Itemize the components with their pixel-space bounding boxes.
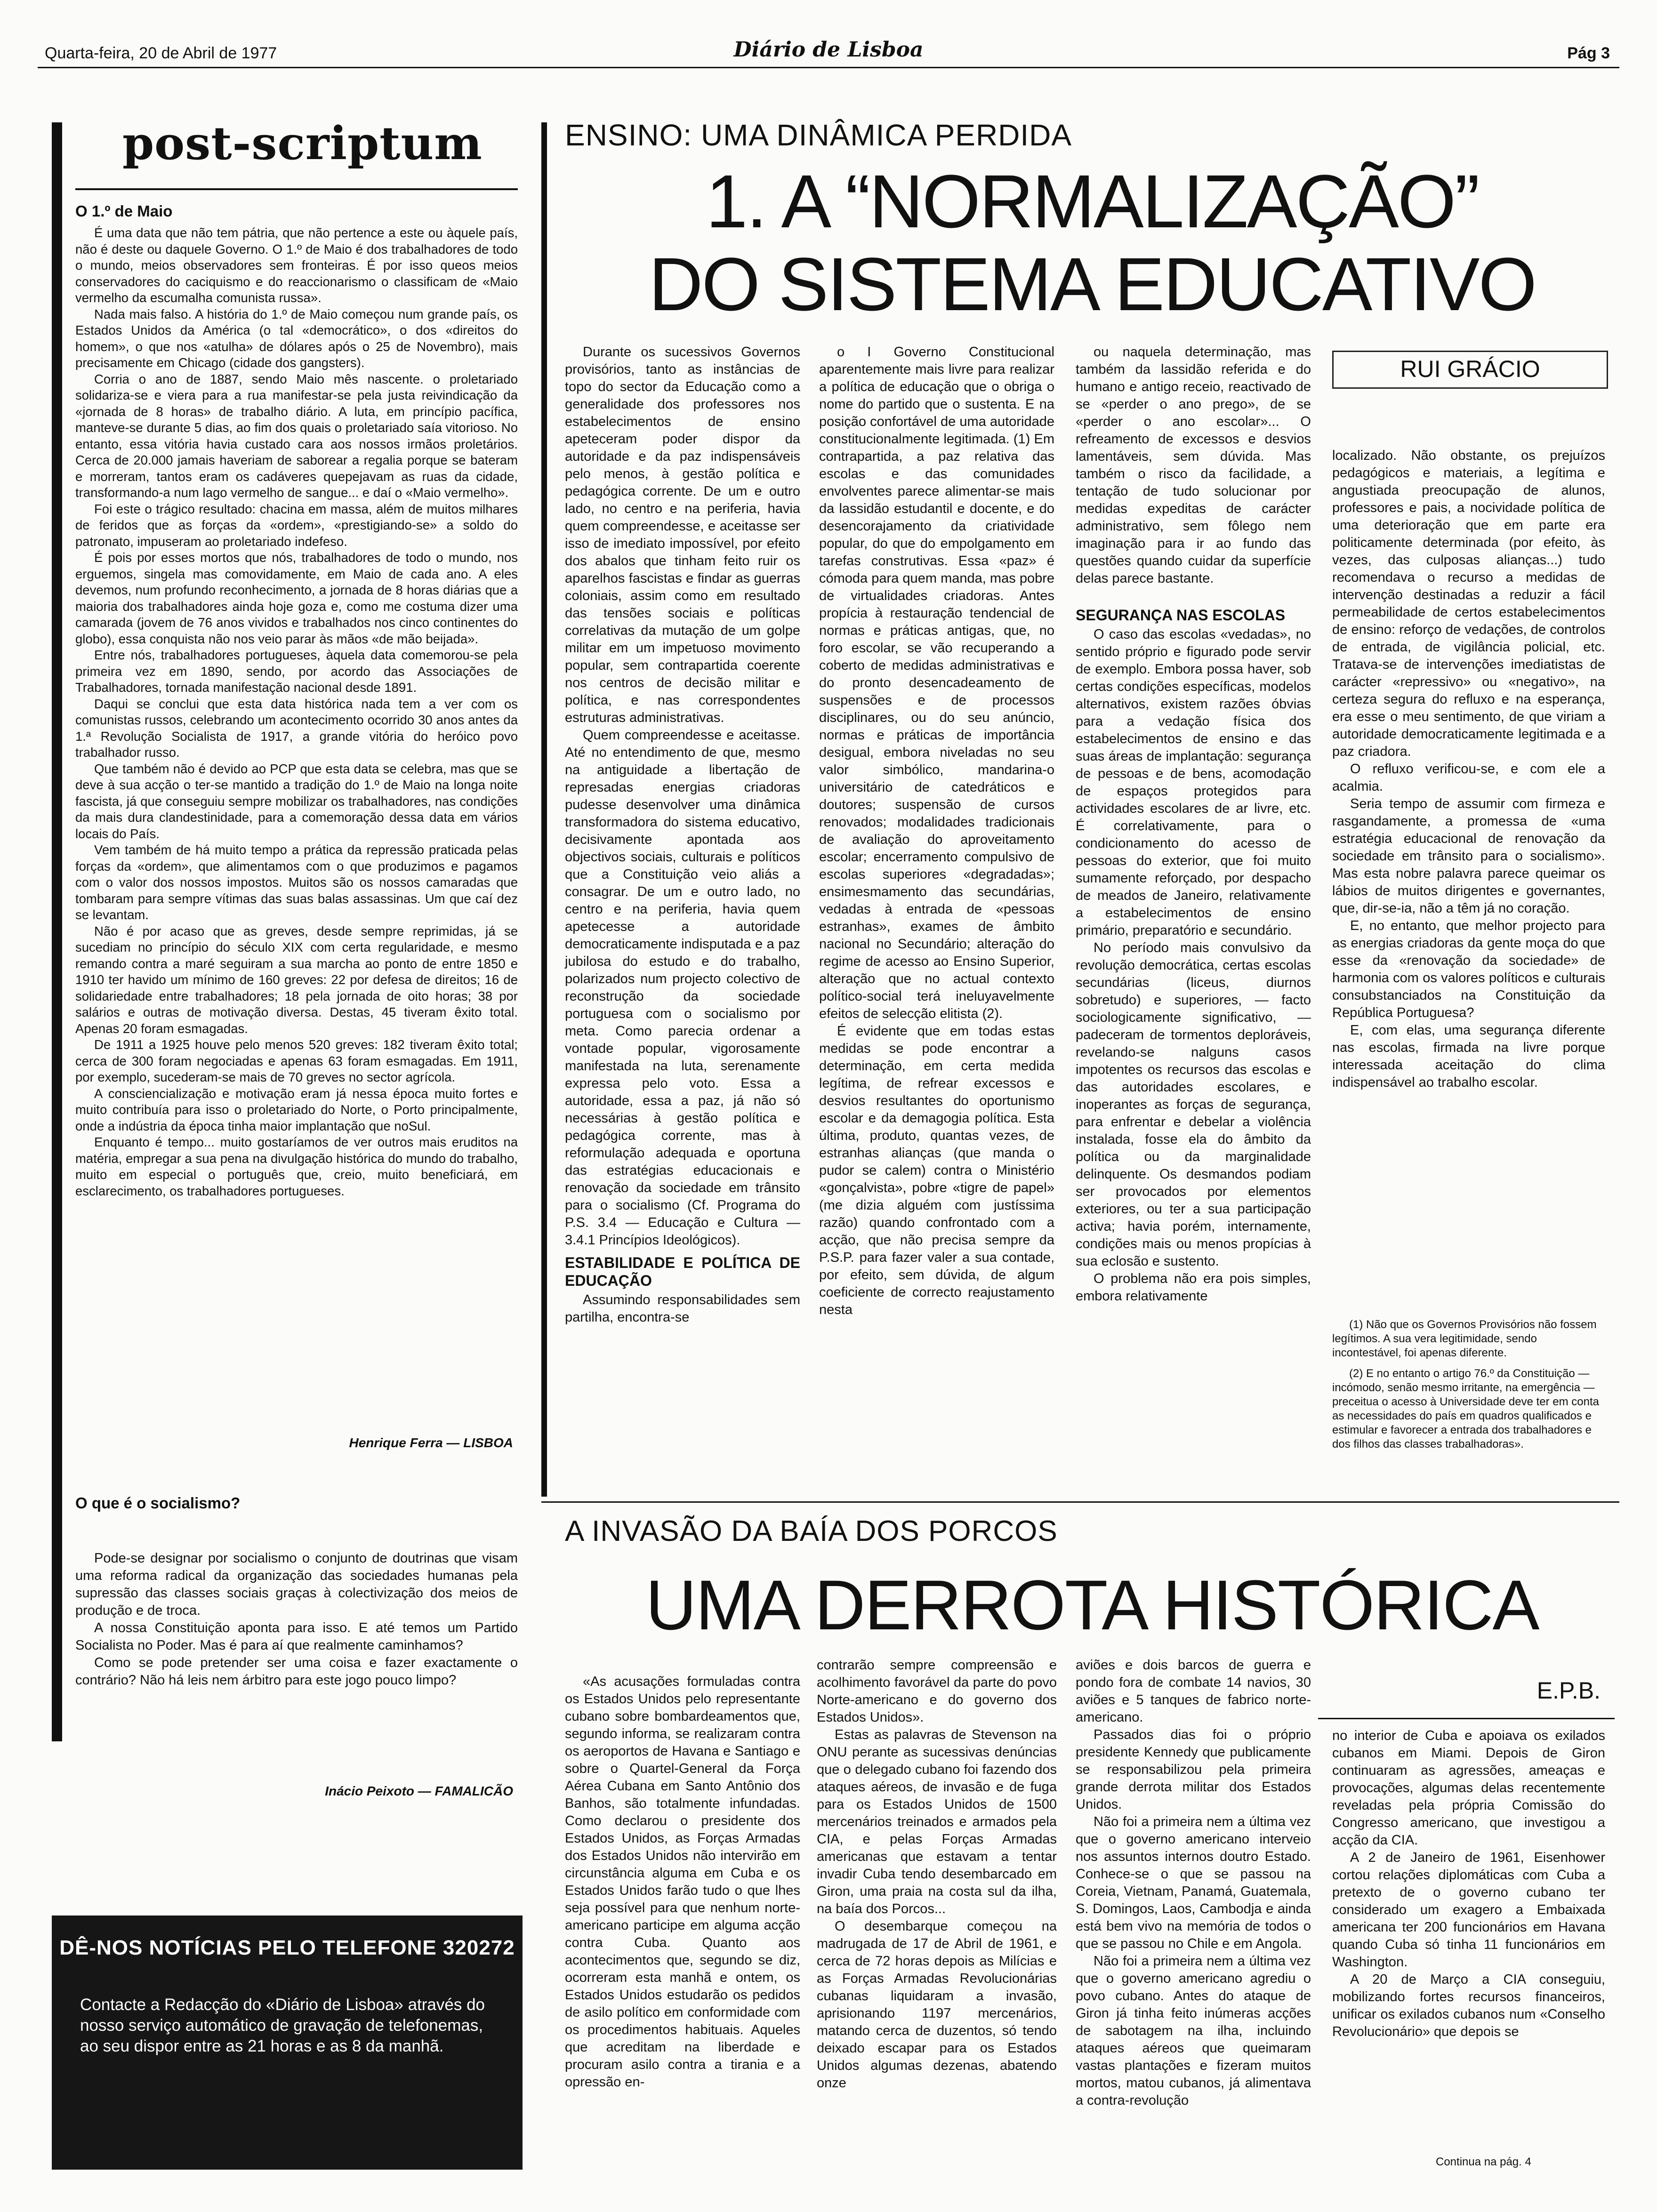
ps-side-bar: [52, 122, 62, 1741]
article1-para: Seria tempo de assumir com firmeza e rasgandamente, a promessa de «uma estratégia educacional de renovação da sociedade em trânsito para o socialismo». Mas esta nobre palavra parece queimar os lábios de muitos dirigentes e governantes, que, dir-se-ia, não a têm já no coração.: [1332, 796, 1605, 916]
article1-para: Quem compreendesse e aceitasse. Até no entendimento de que, mesmo na antiguidade a libertação de represadas energias criadoras pudesse desenvolver uma dinâmica transformadora do sistema educativo, decisivamente apontada aos objectivos sociais, culturais e políticos que a Constituição veio aliás a consagrar. De um e outro lado, no centro e na periferia, havia quem apetecesse a autoridade democraticamente indisputada e a paz jubilosa do estudo e do trabalho, polarizados num projecto colectivo de reconstrução da sociedade portuguesa com o socialismo por meta. Como parecia ordenar a vontade popular, vigorosamente manifestada na luta, serenamente expressa pelo voto. Essa a autoridade, essa a paz, já não só necessárias à gestão política e pedagógica corrente, mas à reformulação adequada e oportuna das estratégias educacionais e renovação da sociedade em trânsito para o socialismo (Cf. Programa do P.S. 3.4 — Educação e Cultura — 3.4.1 Princípios Ideológicos).: [565, 728, 800, 1248]
ps-para: É uma data que não tem pátria, que não pertence a este ou àquele país, não é deste ou daquele Governo. O 1.º de Maio é dos trabalhadores de todo o mundo, meios observadores sem fronteiras. É por isso queos meios conservadores do caciquismo e do reaccionarismo o classificam de «Maio vermelho da escumalha comunista russa».: [75, 225, 518, 305]
section-divider: [541, 1501, 1619, 1503]
ps-body-2: [75, 1550, 518, 1689]
ps-para: Que também não é devido ao PCP que esta data se celebra, mas que se deve à sua acção o ter-se mantido a tradição do 1.º de Maio na longa noite fascista, já que conseguiu sempre mobilizar os trabalhadores, nas condições da mais dura clandestinidade, para a comemoração dessa data em vários locais do País.: [75, 761, 518, 841]
article2-col3: [1076, 1657, 1311, 2109]
article1-para: E, com elas, uma segurança diferente nas escolas, firmada na livre porque interessada aceitação do clima indispensável ao trabalho escolar.: [1332, 1023, 1605, 1090]
header-rule: [38, 67, 1619, 68]
article2-para: A 20 de Março a CIA conseguiu, mobilizando fortes recursos financeiros, unificar os exilados cubanos num «Conselho Revolucionário» que depois se: [1332, 1972, 1605, 2039]
ps-signature-2: Inácio Peixoto — FAMALICÃO: [325, 1784, 513, 1798]
masthead: Diário de Lisboa: [733, 38, 924, 62]
article1-subheading: SEGURANÇA NAS ESCOLAS: [1076, 607, 1286, 624]
article1-para: ou naquela determinação, mas também da lassidão referida e do humano e antigo receio, reactivado de se «perder o ano prego», de se «perder o ano escolar»... O refreamento de excessos e desvios lamentáveis, sem dúvida. Mas também o risco da facilidade, a tentação de tudo solucionar por medidas expeditas de carácter administrativo, sem fôlego nem imaginação para ir ao fundo das questões quando cuidar da superfície delas parece bastante.: [1076, 345, 1311, 586]
article1-footnotes: [1332, 1318, 1605, 1458]
continued-note: Continua na pág. 4: [1436, 2156, 1531, 2168]
ps-section-2: [75, 1494, 518, 1689]
article2-para: O desembarque começou na madrugada de 17 de Abril de 1961, e cerca de 72 horas depois as Milícias e as Forças Armadas Revolucionárias cubanas liquidaram a invasão, aprisionando 1197 mercenários, matando cerca de duzentos, só tendo deixado escapar para os Estados Unidos algumas dezenas, abatendo onze: [817, 1919, 1057, 2091]
phone-ad-box: [52, 1915, 523, 2170]
article1-para: o I Governo Constitucional aparentemente mais livre para realizar a política de educação que o obriga o nome do partido que o sustenta. E na posição confortável de uma autoridade constitucionalmente legitimada. (1) Em contrapartida, a paz relativa das escolas e das comunidades envolventes parece alimentar-se mais da lassidão estudantil e docente, e do desencorajamento da criatividade popular, do que do empolgamento em tarefas construtivas. Essa «paz» é cómoda para quem manda, mas pobre de virtualidades criadoras. Antes propícia à restauração tendencial de normas e práticas antigas, que, no foro escolar, se vão recuperando a coberto de medidas administrativas e do pronto desencadeamento de suspensões e de processos disciplinares, ou do seu anúncio, normas e práticas de importância desigual, embora niveladas no seu valor simbólico, mandarina-o universitário de catedráticos e doutores; suspensão de cursos renovados; modalidades tradicionais de avaliação do aproveitamento escolar; encerramento compulsivo de escolas superiores «degradadas»; ensimesmamento das secundárias, vedadas à entrada de «pessoas estranhas», exames de âmbito nacional no Secundário; alteração do regime de acesso ao Ensino Superior, alteração que no actual contexto político-social terá ineluyavelmente efeitos de selecção elitista (2).: [819, 345, 1054, 1021]
article1-subheading: ESTABILIDADE E POLÍTICA DE EDUCAÇÃO: [565, 1254, 800, 1289]
footnote: (1) Não que os Governos Provisórios não fossem legítimos. A sua vera legitimidade, sendo incontestável, foi apenas diferente.: [1332, 1318, 1597, 1359]
ps-heading-2: O que é o socialismo?: [75, 1494, 241, 1512]
article2-headline: UMA DERROTA HISTÓRICA: [645, 1565, 1539, 1644]
ps-para: Pode-se designar por socialismo o conjunto de doutrinas que visam uma reforma radical da organização das sociedades humanas pela supressão das classes sociais graças à colectivização dos meios de produção e de troca.: [75, 1551, 518, 1618]
article2-para: Não foi a primeira nem a última vez que o governo americano interveio nos assuntos internos doutro Estado. Conhece-se o que se passou na Coreia, Vietnam, Panamá, Guatemala, S. Domingos, Laos, Cambodja e ainda está bem vivo na memória de todos o que se passou no Chile e em Angola.: [1076, 1814, 1311, 1951]
article1-col4: [1332, 447, 1605, 1091]
ps-para: Vem também de há muito tempo a prática da repressão praticada pelas forças da «ordem», que alimentamos com o que produzimos e pagamos com o valor dos nossos impostos. Muitos são os nossos camaradas que tombaram para sempre vítimas das suas balas assassinas. Um que caí dez se levantam.: [75, 842, 518, 922]
phone-ad-text: Contacte a Redacção do «Diário de Lisboa» através do nosso serviço automático de gravação de telefonemas, ao seu dispor entre as 21 horas e as 8 da manhã.: [80, 1996, 485, 2055]
article1-para: O problema não era pois simples, embora relativamente: [1076, 1271, 1311, 1304]
ps-para: A consciencialização e motivação eram já nessa época muito fortes e muito contribuía para isso o proletariado do Norte, o Porto principalmente, onde a indústria da época tinha maior implantação que noSul.: [75, 1086, 518, 1133]
article1-para: O refluxo verificou-se, e com ele a acalmia.: [1332, 761, 1605, 794]
ps-title: post-scriptum: [122, 117, 483, 170]
article1-para: É evidente que em todas estas medidas se pode encontrar a determinação, em certa medida legítima, de refrear excessos e desvios resultantes do oportunismo escolar e da demagogia política. Esta última, produto, quantas vezes, de estranhas alianças (que manda o pudor se calem) contra o Ministério «gonçalvista», pobre «tigre de papel» (me dizia alguém com justíssima razão) quando confrontado com a acção, que não precisa sempre da P.S.P. para fazer valer a sua contade, por efeito, sem dúvida, de algum coeficiente de correcto reajustamento nesta: [819, 1024, 1054, 1317]
article1-byline: RUI GRÁCIO: [1332, 351, 1608, 389]
article2-col4: [1332, 1727, 1605, 2041]
ps-heading-1: O 1.º de Maio: [75, 202, 173, 220]
article2-para: contrarão sempre compreensão e acolhimento favorável da parte do povo Norte-americano e do governo dos Estados Unidos».: [817, 1658, 1057, 1725]
page-number: Pág 3: [1567, 44, 1610, 62]
article2-col2: [817, 1657, 1057, 2092]
article1-headline-line1: 1. A “NORMALIZAÇÃO”: [706, 159, 1479, 243]
article1-para: localizado. Não obstante, os prejuízos pedagógicos e materiais, a legítima e angustiada preocupação de alunos, professores e pais, a nocividade política de uma deterioração que em parte era politicamente determinada (por efeito, às vezes, das culposas alianças...) tudo recomendava o recurso a medidas de intervenção destinadas a reduzir a fácil permeabilidade de certos estabelecimentos de ensino: reforço de vedações, de controlos de entrada, de vigilância policial, etc. Tratava-se de intervenções imediatistas de carácter «repressivo» ou «negativo», na certeza segura do refluxo e na esperança, era esse o meu sentimento, de que viriam a autoridade democraticamente legitimada e a paz criadora.: [1332, 448, 1605, 759]
ps-para: Não é por acaso que as greves, desde sempre reprimidas, já se sucediam no princípio do século XIX com certa regularidade, e mesmo remando contra a maré seguiram a sua marcha ao ponto de entre 1850 e 1910 ter havido um mínimo de 160 greves: 22 por defesa de direitos; 16 de solidariedade entre trabalhadores; 18 pela jornada de oito horas; 38 por salários e outras de motivação diversa. Destas, 45 tiveram êxito total. Apenas 20 foram esmagadas.: [75, 923, 518, 1036]
article1-col1: [565, 344, 800, 1326]
ps-para: Enquanto é tempo... muito gostaríamos de ver outros mais eruditos na matéria, empregar a sua pena na divulgação histórica do mundo do trabalho, muito em especial o português que, creio, muito beneficiará, em esclarecimento, os trabalhadores portugueses.: [75, 1135, 518, 1198]
article1-side-bar: [541, 122, 547, 1497]
ps-section-1: [75, 202, 518, 1199]
ps-signature-1: Henrique Ferra — LISBOA: [349, 1435, 513, 1450]
article1-kicker: ENSINO: UMA DINÂMICA PERDIDA: [565, 118, 1072, 152]
article2-col1: [565, 1673, 800, 2091]
article2-para: «As acusações formuladas contra os Estados Unidos pelo representante cubano sobre bombardeamentos que, segundo informa, se realizaram contra os aeroportos de Havana e Santiago e sobre o Quartel-General da Força Aérea Cubana em Santo Antônio dos Banhos, são totalmente infundadas. Como declarou o presidente dos Estados Unidos, as Forças Armadas dos Estados Unidos não intervirão em circunstância alguma em Cuba e os Estados Unidos farão tudo o que lhes seja possível para que nenhum norte-americano participe em alguma acção contra Cuba. Quanto aos acontecimentos que, segundo se diz, ocorreram esta manhã e ontem, os Estados Unidos estudarão os pedidos de asilo político em conformidade com os procedimentos habituais. Aqueles que acreditam na liberdade e procuram asilo contra a tirania e a opressão en-: [565, 1674, 800, 2090]
article2-para: no interior de Cuba e apoiava os exilados cubanos em Miami. Depois de Giron continuaram as agressões, ameaças e provocações, algumas delas recentemente reveladas pela própria Comissão do Congresso americano, que investigou a acção da CIA.: [1332, 1728, 1605, 1848]
ps-para: Entre nós, trabalhadores portugueses, àquela data comemorou-se pela primeira vez em 1890, sendo, por acordo das Associações de Trabalhadores, tornada manifestação nacional desde 1891.: [75, 648, 518, 695]
header-date: Quarta-feira, 20 de Abril de 1977: [45, 44, 277, 62]
phone-ad-title: DÊ-NOS NOTÍCIAS PELO TELEFONE 320272: [59, 1936, 515, 1959]
article2-byline-rule: [1318, 1718, 1615, 1719]
article1-para: Durante os sucessivos Governos provisórios, tanto as instâncias de topo do sector da Educação como a generalidade dos professores nos estabelecimentos de ensino apeteceram poder dispor da autoridade e da paz indispensáveis pelo menos, à gestão política e pedagógica corrente. De um e outro lado, no centro e na periferia, havia quem compreendesse, e aceitasse ser isso de imediato impossível, por efeito dos abalos que tinham feito ruir os aparelhos fascistas e findar as guerras coloniais, assim como em resultado das tensões sociais e políticas correlativas da mutação de um golpe militar em um impetuoso movimento popular, sem contrapartida coerente nos centros de decisão militar e política, e nas correspondentes estruturas administrativas.: [565, 345, 800, 725]
article2-para: Estas as palavras de Stevenson na ONU perante as sucessivas denúncias que o delegado cubano foi fazendo dos ataques aéreos, de invasão e de fuga para os Estados Unidos de 1500 mercenários treinados e armados pela CIA, e pelas Forças Armadas americanas que estavam a tentar invadir Cuba tendo desembarcado em Giron, uma praia na costa sul da ilha, na baía dos Porcos...: [817, 1727, 1057, 1916]
article2-para: Não foi a primeira nem a última vez que o governo americano agrediu o povo cubano. Antes do ataque de Giron já tinha feito inúmeras acções de sabotagem na ilha, incluindo ataques aéreos que queimaram vastas plantações e fizeram muitos mortos, matou cubanos, já alimentava a contra-revolução: [1076, 1954, 1311, 2108]
article2-para: Passados dias foi o próprio presidente Kennedy que publicamente se responsabilizou pela primeira grande derrota militar dos Estados Unidos.: [1076, 1727, 1311, 1812]
article1-headline-line2: DO SISTEMA EDUCATIVO: [649, 242, 1536, 326]
ps-para: É pois por esses mortos que nós, trabalhadores de todo o mundo, nos erguemos, singela mas comovidamente, em Maio de cada ano. A eles devemos, num profundo reconhecimento, a jornada de 8 horas diárias que a maioria dos trabalhadores ainda hoje goza e, como me costuma dizer uma camarada (jovem de 76 anos vividos e trabalhados nos cinco continentes do globo), essa conquista não nos veio parar às mãos «de mão beijada».: [75, 550, 518, 646]
ps-para: Foi este o trágico resultado: chacina em massa, além de muitos milhares de feridos que as forças da «ordem», «prestigiando-se» a soldo do patronato, impuseram ao proletariado indefeso.: [75, 501, 518, 549]
ps-para: De 1911 a 1925 houve pelo menos 520 greves: 182 tiveram êxito total; cerca de 300 foram negociadas e apenas 63 foram esmagadas. Em 1911, por exemplo, sucederam-se mais de 70 greves no sector agrícola.: [75, 1037, 518, 1084]
article2-para: aviões e dois barcos de guerra e pondo fora de combate 14 navios, 30 aviões e 5 tanques de fabrico norte-americano.: [1076, 1658, 1311, 1725]
article1-para: No período mais convulsivo da revolução democrática, certas escolas secundárias (liceus, diurnos sobretudo) e superiores, — facto sociologicamente significativo, — padeceram de tormentos deploráveis, revelando-se nalguns casos impotentes os recursos das escolas e das autoridades escolares, e inoperantes as forças de segurança, para enfrentar e debelar a violência instalada, fosse ela do âmbito da política ou da marginalidade delinquente. Os desmandos podiam ser provocados por elementos exteriores, ou ter a sua participação activa; havia porém, internamente, condições mais ou menos propícias à sua eclosão e sustento.: [1076, 940, 1311, 1269]
ps-para: Como se pode pretender ser uma coisa e fazer exactamente o contrário? Não há leis nem árbitro para este jogo pouco limpo?: [75, 1655, 518, 1688]
article2-kicker: A INVASÃO DA BAÍA DOS PORCOS: [565, 1515, 1058, 1547]
article1-col2: [819, 344, 1054, 1319]
article2-byline: E.P.B.: [1536, 1677, 1601, 1704]
ps-para: A nossa Constituição aponta para isso. E até temos um Partido Socialista no Poder. Mas é para aí que realmente caminhamos?: [75, 1620, 518, 1653]
ps-body-1: [75, 225, 518, 1199]
article1-para: Assumindo responsabilidades sem partilha, encontra-se: [565, 1292, 800, 1325]
article1-col3: [1076, 344, 1311, 1305]
ps-para: Daqui se conclui que esta data histórica nada tem a ver com os comunistas russos, celebrando um acontecimento ocorrido 30 anos antes da 1.ª Revolução Socialista de 1917, a grande vitória do heróico povo trabalhador russo.: [75, 696, 518, 760]
article1-headline: [565, 160, 1619, 326]
ps-para: Nada mais falso. A história do 1.º de Maio começou num grande país, os Estados Unidos da América (o tal «democrático», o dos «direitos do homem», o que nos «atulha» de dólares após o 25 de Novembro), mais precisamente em Chicago (cidade dos gangsters).: [75, 306, 518, 370]
footnote: (2) E no entanto o artigo 76.º da Constituição — incómodo, senão mesmo irritante, na emergência — preceitua o acesso à Universidade deve ter em conta as necessidades do país em quadros qualificados e estimular e favorecer a entrada dos trabalhadores e dos filhos das classes trabalhadoras».: [1332, 1367, 1599, 1451]
article2-para: A 2 de Janeiro de 1961, Eisenhower cortou relações diplomáticas com Cuba a pretexto de o governo cubano ter considerado um exagero a Embaixada americana ter 200 funcionários em Havana quando Cuba só tinha 11 funcionários em Washington.: [1332, 1850, 1605, 1970]
ps-para: Corria o ano de 1887, sendo Maio mês nascente. o proletariado solidariza-se e viera para a rua manifestar-se pela justa reivindicação da «jornada de 8 horas» de trabalho diário. A luta, em princípio pacífica, manteve-se durante 5 dias, ao fim dos quais o proletariado saía vitorioso. No entanto, essa vitória havia custado cara aos nossos irmãos proletários. Cerca de 20.000 jamais haveriam de saborear a regalia porque se bateram e morreram, tantos eram os cadáveres quepejavam as ruas da cidade, transformando-a num lago vermelho de sangue... e daí o «Maio vermelho».: [75, 371, 518, 500]
article1-para: O caso das escolas «vedadas», no sentido próprio e figurado pode servir de exemplo. Embora possa haver, sob certas condições específicas, modelos alternativos, existem razões óbvias para a vedação física dos estabelecimentos de ensino e das suas áreas de implantação: segurança de pessoas e de bens, acomodação de espaços protegidos para actividades escolares de ar livre, etc. É correlativamente, para o condicionamento do acesso de pessoas do exterior, que foi muito sumamente reforçado, por despacho de meados de Janeiro, relativamente a estabelecimentos de ensino primário, preparatório e secundário.: [1076, 627, 1311, 938]
ps-title-rule: [75, 188, 518, 190]
article1-para: E, no entanto, que melhor projecto para as energias criadoras da gente moça do que esse da «renovação da sociedade» de harmonia com os valores políticos e culturais consubstanciados na Constituição da República Portuguesa?: [1332, 918, 1605, 1020]
